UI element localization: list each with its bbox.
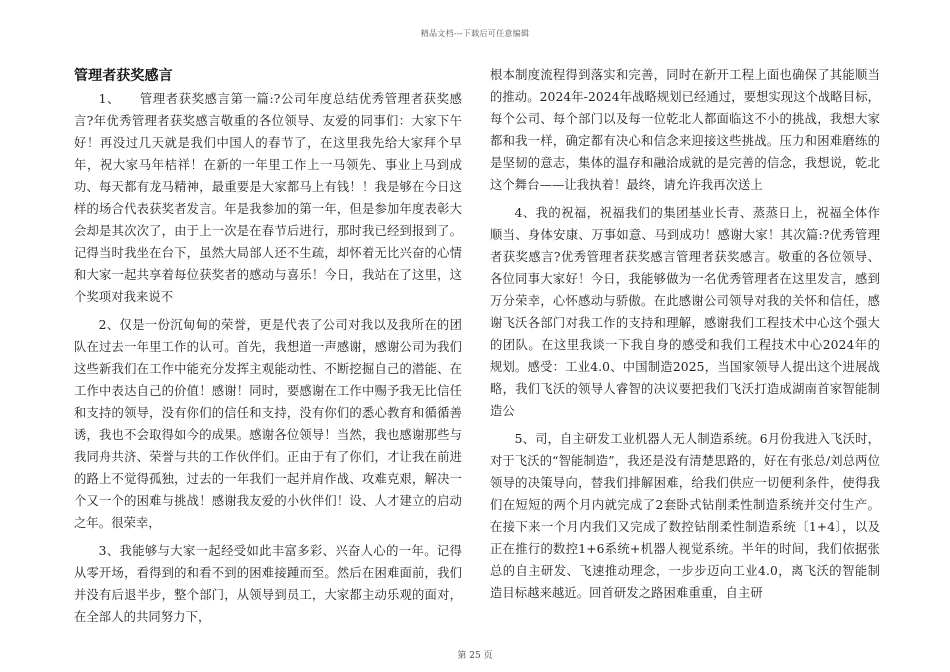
page-header: 精品文档---下载后可任意编辑: [420, 29, 530, 38]
paragraph-3: 3、我能够与大家一起经受如此丰富多彩、兴奋人心的一年。记得从零开场，看得到的和看不到的困难接踵而至。然后在困难面前，我们并没有后退半步，整个部门，从领导到员工，大家都主动乐观的面对，在全部人的共同努力下，: [74, 544, 462, 624]
paragraph-5: 5、司，自主研发工业机器人无人制造系统。6月份我进入飞沃时，对于飞沃的“智能制造”，我还是没有清楚思路的，好在有张总/刘总两位领导的决策导向，替我们排解困难，给我们供应一切便利条件，使得我们在短短的两个月内就完成了2套卧式钻削柔性制造系统并交付生产。在接下来一个月内我们又完成了数控钻削柔性制造系统〔1+4〕，以及正在推行的数控1+6系统+机器人视觉系统。半年的时间，我们依据张总的自主研发、飞速推动理念，一步步迈向工业4.0，离飞沃的智能制造目标越来越近。回首研发之路困难重重，自主研: [490, 432, 880, 600]
right-column: [490, 64, 880, 610]
left-column: [74, 64, 462, 634]
page-number: 第 25 页: [457, 651, 493, 661]
paragraph-1: 1、 管理者获奖感言第一篇:?公司年度总结优秀管理者获奖感言?年优秀管理者获奖感言敬重的各位领导、友爱的同事们：大家下午好！再没过几天就是我们中国人的春节了，在这里我先给大家拜个早年，祝大家马年桔祥！在新的一年里工作上一马领先、事业上马到成功、每天都有龙马精神，最重要是大家都马上有钱！！我是够在今日这样的场合代表获奖者发言。年是我参加的第一年，但是参加年度表彰大会却是其次次了，由于上一次是在春节后进行，那时我已经到报到了。记得当时我坐在台下，虽然大局部人还不生疏，却怀着无比兴奋的心情和大家一起共享着每位获奖者的感动与喜乐！今日，我站在了这里，这个奖项对我来说不: [74, 92, 462, 304]
paragraph-4: 4、我的祝福，祝福我们的集团基业长青、蒸蒸日上，祝福全体作顺当、身体安康、万事如意、马到成功！感谢大家！其次篇:?优秀管理者获奖感言?优秀管理者获奖感言管理者获奖感言。敬重的各位领导、各位同事大家好！今日，我能够做为一名优秀管理者在这里发言，感到万分荣幸，心怀感动与骄傲。在此感谢公司领导对我的关怀和信任，感谢飞沃各部门对我工作的支持和理解，感谢我们工程技术中心这个强大的团队。在这里我谈一下我自身的感受和我们工程技术中心2024年的规划。感受：工业4.0、中国制造2025，当国家领导人提出这个进展战略，我们飞沃的领导人睿智的决议要把我们飞沃打造成湖南首家智能制造公: [490, 206, 880, 418]
paragraph-3-continued: 根本制度流程得到落实和完善，同时在新开工程上面也确保了其能顺当的推动。2024年-2024年战略规划已经通过，要想实现这个战略目标，每个公司、每个部门以及每一位乾北人都面临这不小的挑战，我想大家都和我一样，确定都有决心和信念来迎接这些挑战。压力和困难磨练的是坚韧的意志，集体的温存和融洽成就的是完善的信念，我想说，乾北这个舞台——让我执着！最终，请允许我再次送上: [490, 68, 880, 192]
document-title: 管理者获奖感言: [74, 68, 173, 84]
paragraph-2: 2、仅是一份沉甸甸的荣誉，更是代表了公司对我以及我所在的团队在过去一年里工作的认可。首先，我想道一声感谢，感谢公司为我们这些新我们在工作中能充分发挥主观能动性、不断挖掘自己的潜能、在工作中表达自己的价值！感谢！同时，要感谢在工作中赐予我无比信任和支持的领导，没有你们的信任和支持，没有你们的悉心教育和循循善诱，我也不会取得如今的成果。感谢各位领导！当然，我也感谢那些与我同舟共济、荣誉与共的工作伙伴们。正由于有了你们，才让我在前进的路上不觉得孤独，过去的一年我们一起并肩作战、攻难克艰，解决一个又一个的困难与挑战！感谢我友爱的小伙伴们！设、人才建立的启动之年。很荣幸，: [74, 318, 462, 530]
